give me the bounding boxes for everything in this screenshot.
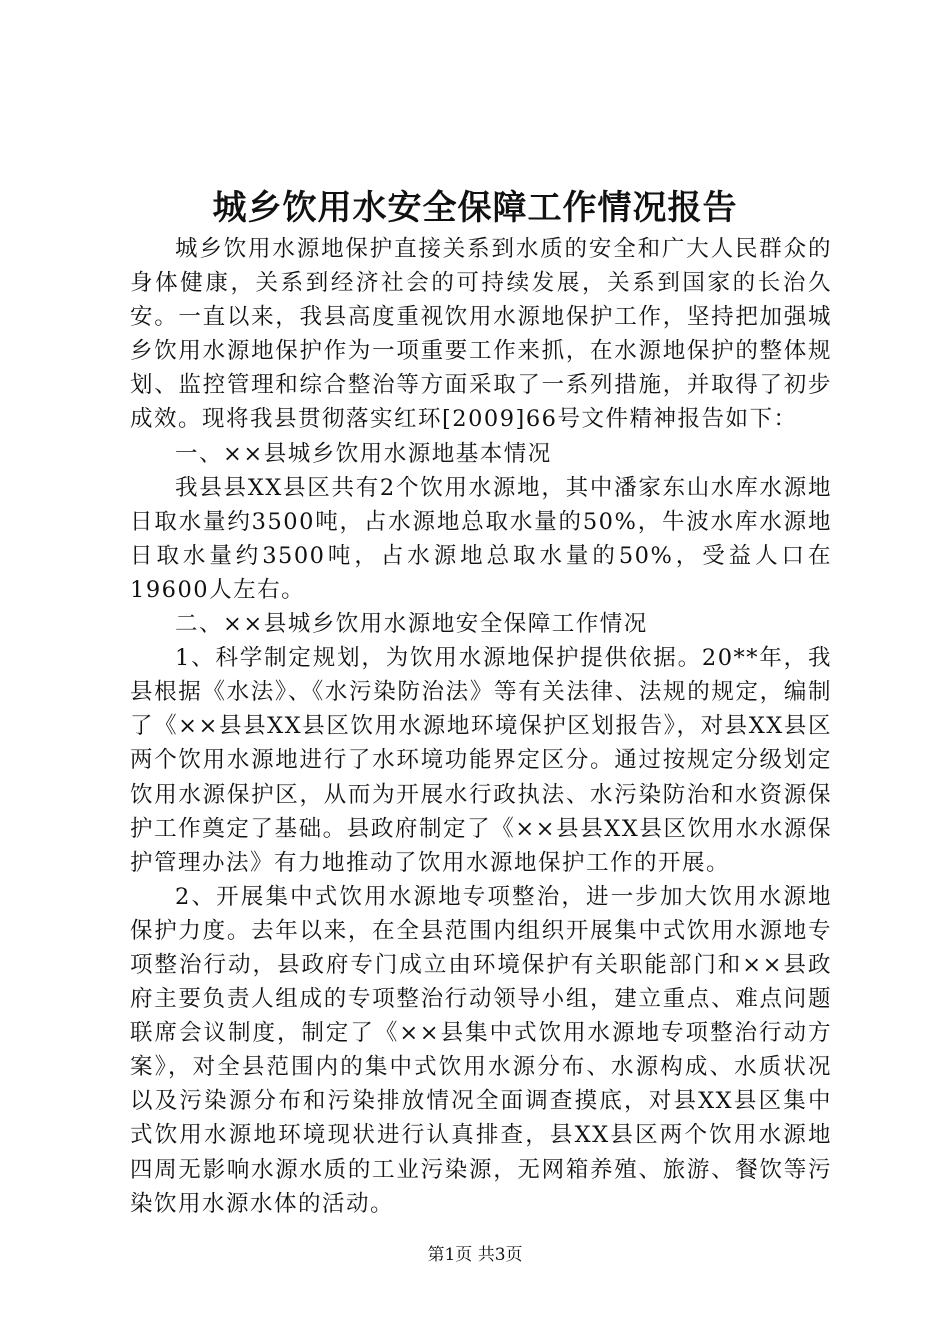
section-heading-1: 一、××县城乡饮用水源地基本情况: [175, 440, 552, 467]
section-heading-2: 二、××县城乡饮用水源地安全保障工作情况: [175, 611, 648, 638]
document-title: 城乡饮用水安全保障工作情况报告: [212, 188, 738, 228]
paragraph-intro: 城乡饮用水源地保护直接关系到水质的安全和广大人民群众的身体健康，关系到经济社会的可持续发展，关系到国家的长治久安。一直以来，我县高度重视饮用水源地保护工作，坚持把加强城乡饮用水源地保护作为一项重要工作来抓，在水源地保护的整体规划、监控管理和综合整治等方面采取了一系列措施，并取得了初步成效。现将我县贯彻落实红环[2009]66号文件精神报告如下：: [130, 236, 832, 433]
paragraph-planning: 1、科学制定规划，为饮用水源地保护提供依据。20**年，我县根据《水法》、《水污染防治法》等有关法律、法规的规定，编制了《××县县XX县区饮用水源地环境保护区划报告》，对县XX县区两个饮用水源地进行了水环境功能界定区分。通过按规定分级划定饮用水源保护区，从而为开展水行政执法、水污染防治和水资源保护工作奠定了基础。县政府制定了《××县县XX县区饮用水水源保护管理办法》有力地推动了饮用水源地保护工作的开展。: [130, 645, 832, 876]
page-footer: 第1页 共3页: [427, 1245, 523, 1265]
paragraph-rectification: 2、开展集中式饮用水源地专项整治，进一步加大饮用水源地保护力度。去年以来，在全县范围内组织开展集中式饮用水源地专项整治行动，县政府专门成立由环境保护有关职能部门和××县政府主要负责人组成的专项整治行动领导小组，建立重点、难点问题联席会议制度，制定了《××县集中式饮用水源地专项整治行动方案》，对全县范围内的集中式饮用水源分布、水源构成、水质状况以及污染源分布和污染排放情况全面调查摸底，对县XX县区集中式饮用水源地环境现状进行认真排查，县XX县区两个饮用水源地四周无影响水源水质的工业污染源，无网箱养殖、旅游、餐饮等污染饮用水源水体的活动。: [130, 883, 832, 1217]
paragraph-basic-situation: 我县县XX县区共有2个饮用水源地，其中潘家东山水库水源地日取水量约3500吨，占水源地总取水量的50%，牛波水库水源地日取水量约3500吨，占水源地总取水量的50%，受益人口在19600人左右。: [130, 474, 832, 603]
document-body: [130, 232, 832, 1221]
